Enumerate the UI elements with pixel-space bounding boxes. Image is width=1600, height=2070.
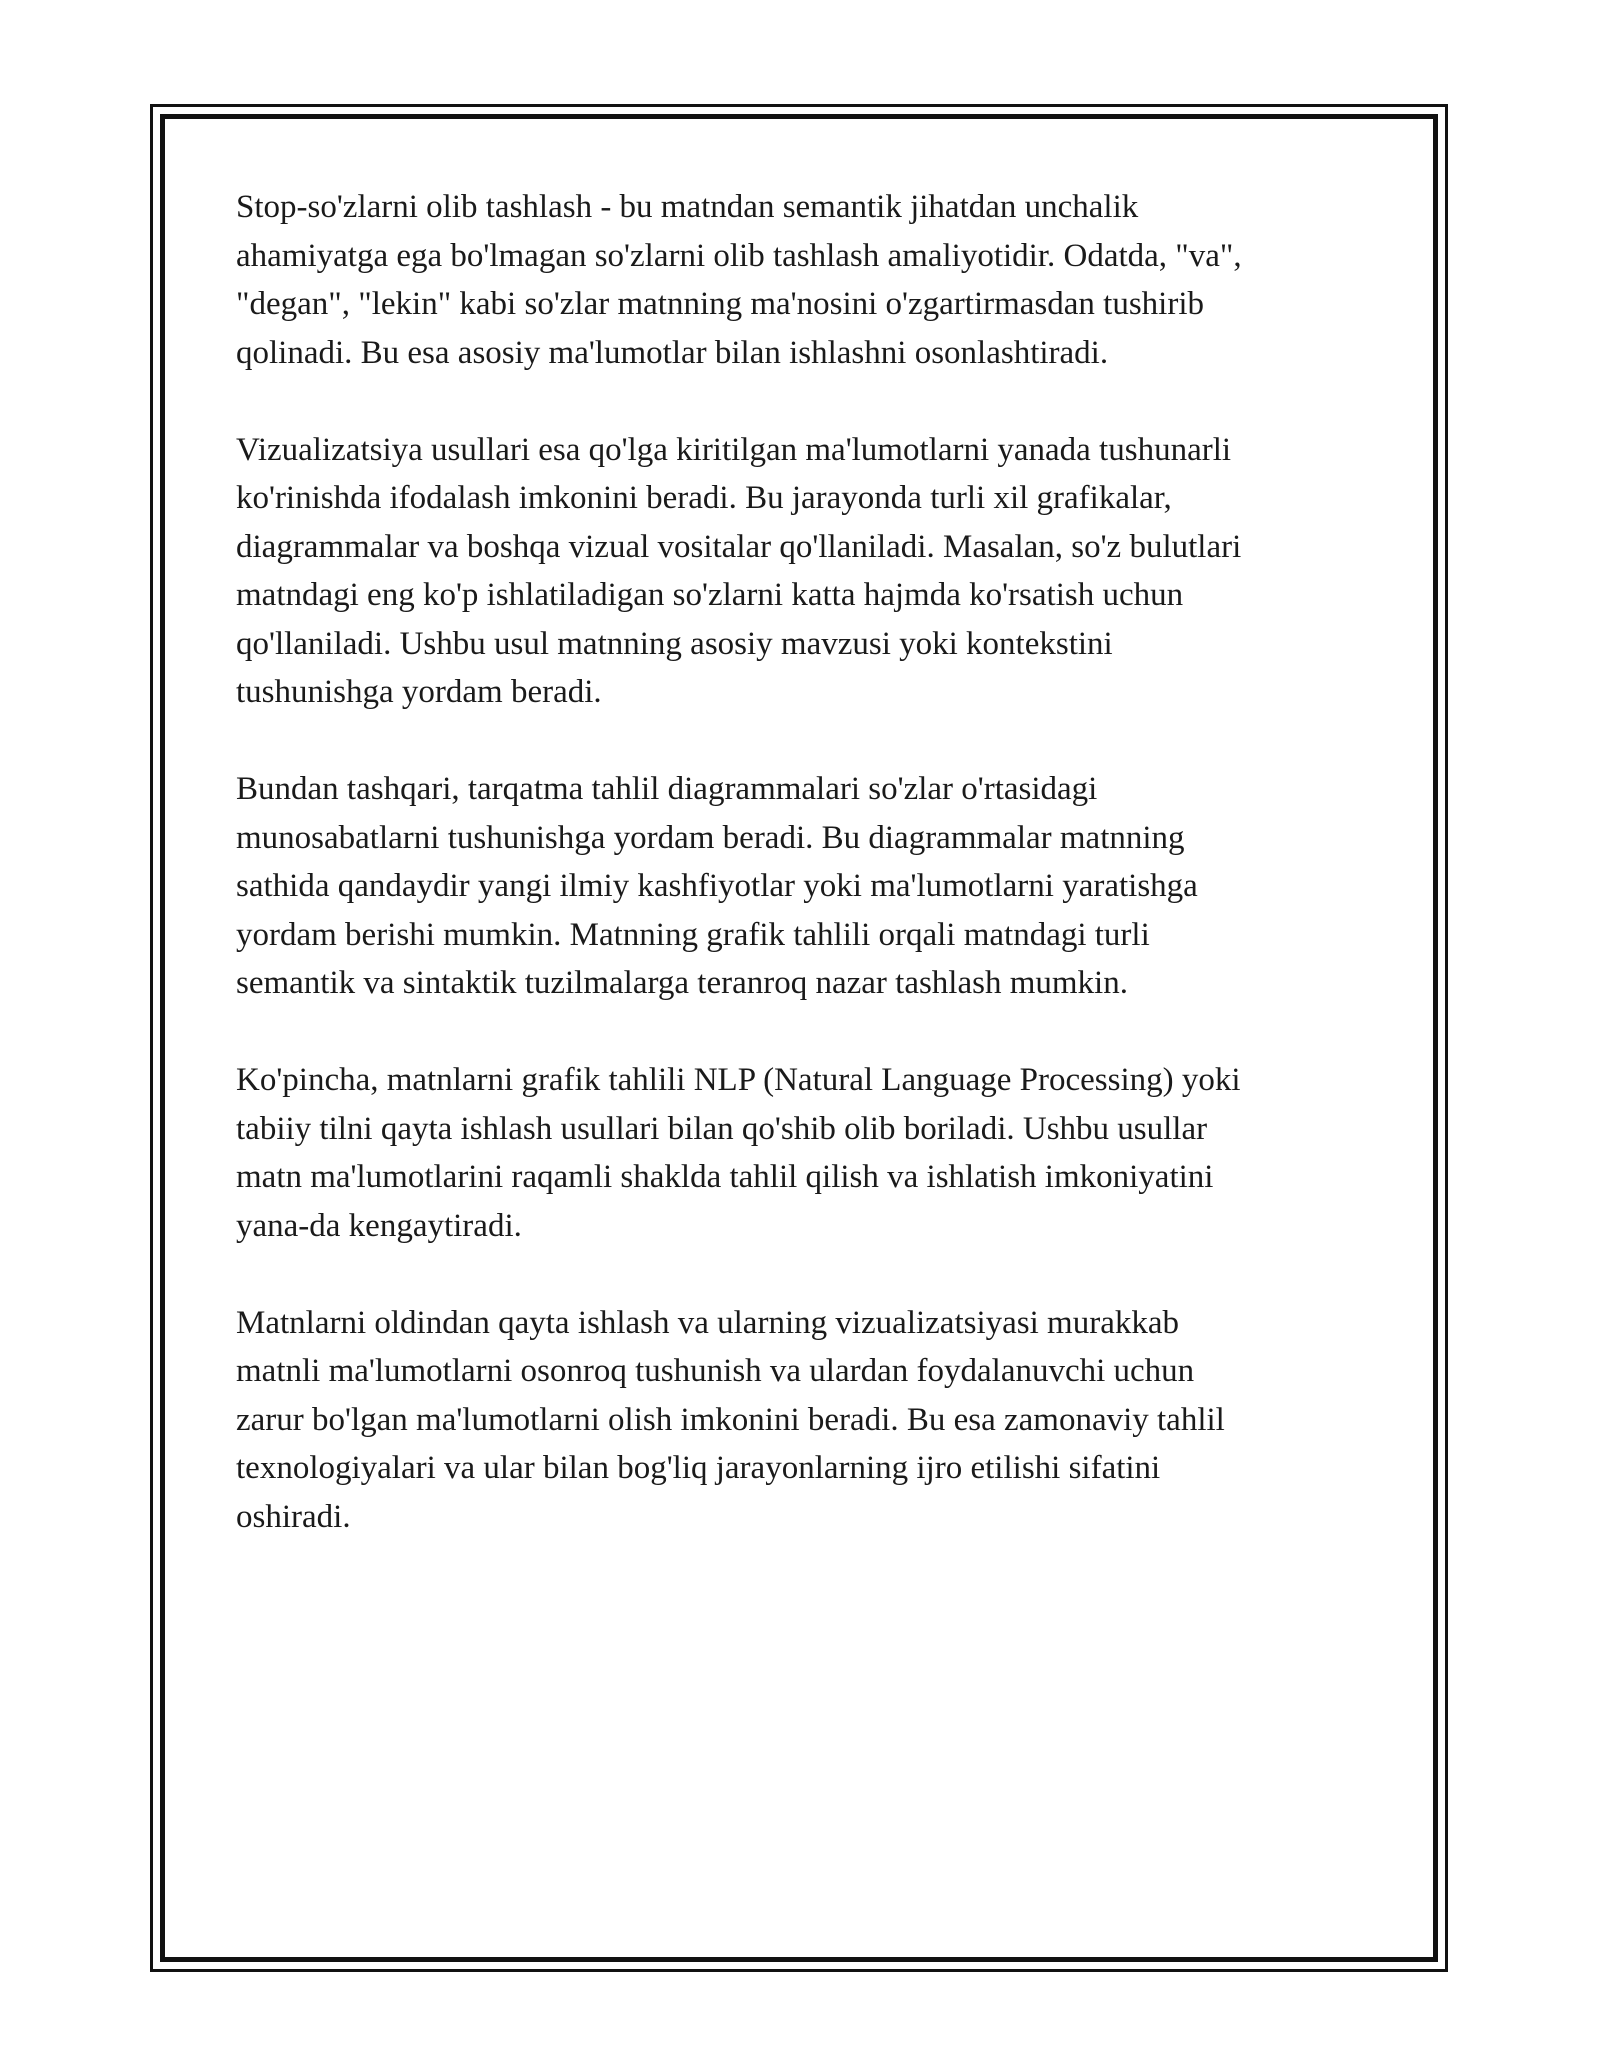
document-body <box>236 183 1366 1590</box>
paragraph-stop-words: Stop-so'zlarni olib tashlash - bu matndan semantik jihatdan unchalik ahamiyatga ega bo'lmagan so'zlarni olib tashlash amaliyotidir. Odatda, "va", "degan", "lekin" kabi so'zlar matnning ma'nosini o'zgartirmasdan tushirib qolinadi. Bu esa asosiy ma'lumotlar bilan ishlashni osonlashtiradi. <box>236 189 1242 371</box>
paragraph-conclusion: Matnlarni oldindan qayta ishlash va ularning vizualizatsiyasi murakkab matnli ma'lumotlarni osonroq tushunish va ulardan foydalanuvchi uchun zarur bo'lgan ma'lumotlarni olish imkonini beradi. Bu esa zamonaviy tahlil texnologiyalari va ular bilan bog'liq jarayonlarning ijro etilishi sifatini oshiradi. <box>236 1304 1225 1535</box>
paragraph-visualization: Vizualizatsiya usullari esa qo'lga kiritilgan ma'lumotlarni yanada tushunarli ko'rinishda ifodalash imkonini beradi. Bu jarayonda turli xil grafikalar, diagrammalar va boshqa vizual vositalar qo'llaniladi. Masalan, so'z bulutlari matndagi eng ko'p ishlatiladigan so'zlarni katta hajmda ko'rsatish uchun qo'llaniladi. Ushbu usul matnning asosiy mavzusi yoki kontekstini tushunishga yordam beradi. <box>236 431 1242 710</box>
paragraph-distribution-diagrams: Bundan tashqari, tarqatma tahlil diagrammalari so'zlar o'rtasidagi munosabatlarni tushunishga yordam beradi. Bu diagrammalar matnning sathida qandaydir yangi ilmiy kashfiyotlar yoki ma'lumotlarni yaratishga yordam berishi mumkin. Matnning grafik tahlili orqali matndagi turli semantik va sintaktik tuzilmalarga teranroq nazar tashlash mumkin. <box>236 771 1198 1001</box>
paragraph-nlp: Ko'pincha, matnlarni grafik tahlili NLP (Natural Language Processing) yoki tabiiy tilni qayta ishlash usullari bilan qo'shib olib boriladi. Ushbu usullar matn ma'lumotlarini raqamli shaklda tahlil qilish va ishlatish imkoniyatini yana-da kengaytiradi. <box>236 1062 1241 1244</box>
